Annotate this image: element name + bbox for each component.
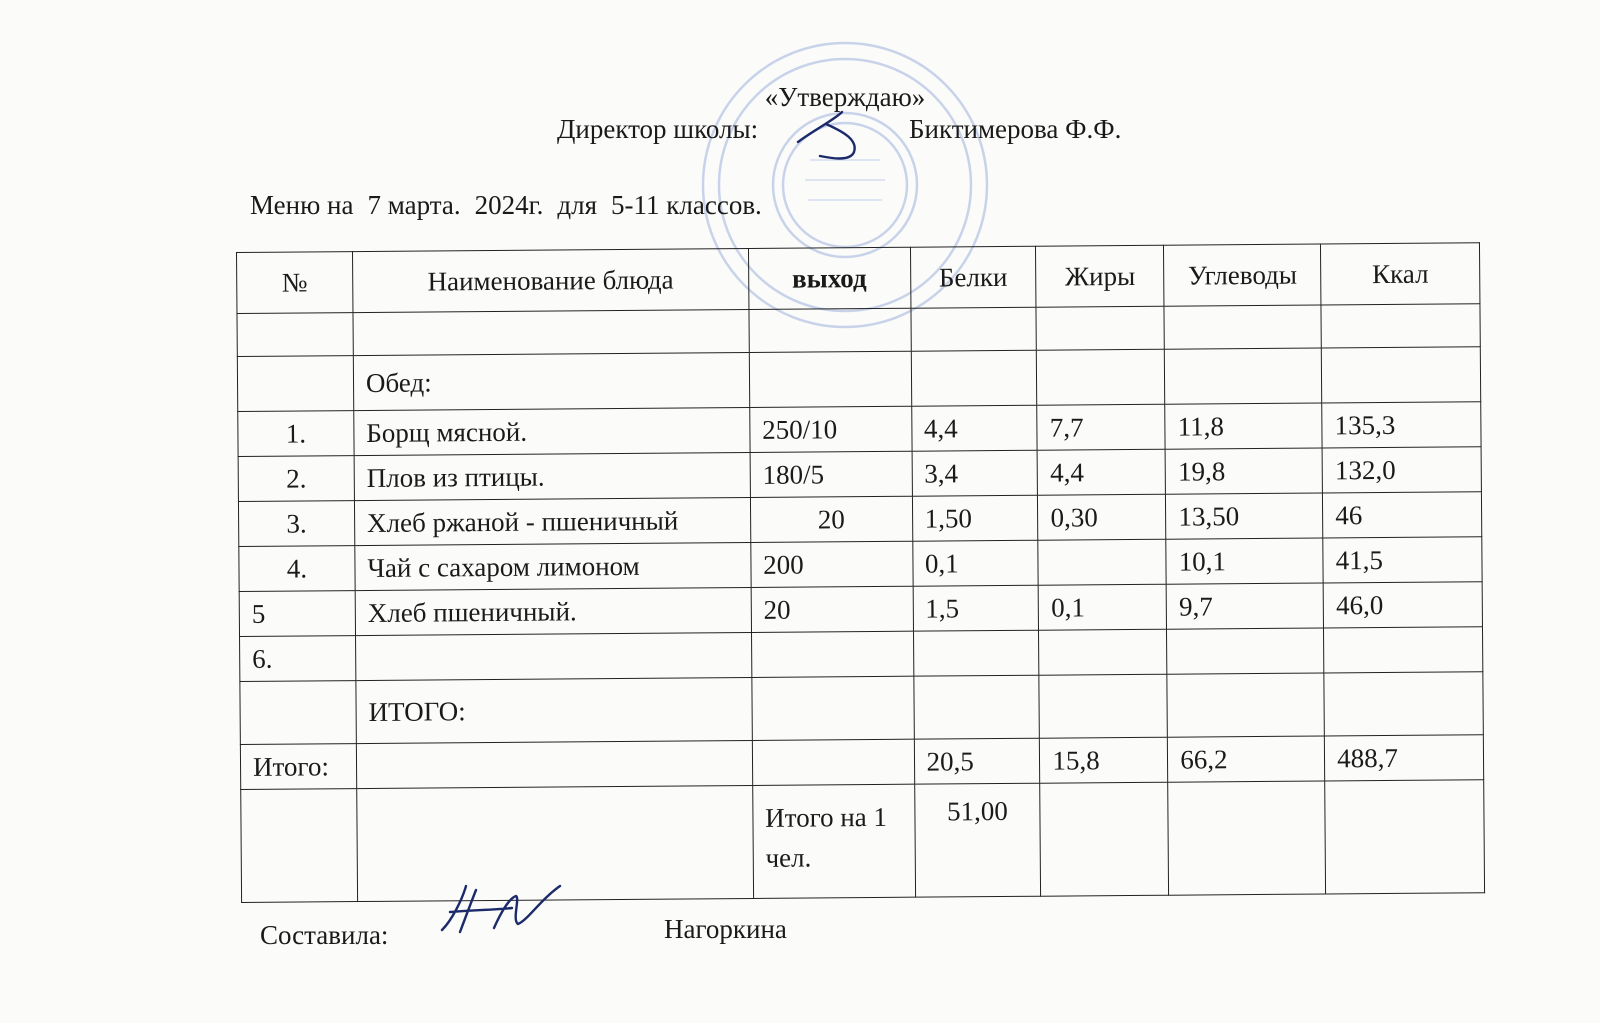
- section-label: Обед:: [353, 352, 749, 410]
- total-label: Итого:: [240, 744, 356, 790]
- row-carbs: 19,8: [1165, 448, 1322, 494]
- itogo-caps-label: ИТОГО:: [356, 677, 752, 743]
- menu-year: 2024г.: [474, 190, 544, 220]
- row-fat: [1038, 539, 1166, 585]
- row-num: 1.: [238, 411, 354, 457]
- col-header-carbs: Углеводы: [1164, 244, 1321, 306]
- row-carbs: 11,8: [1165, 403, 1322, 449]
- row-protein: 4,4: [911, 405, 1037, 451]
- per-person-row: [241, 780, 1485, 903]
- director-label: Директор школы:: [557, 114, 759, 144]
- row-output: 20: [751, 586, 913, 632]
- row-dish: Борщ мясной.: [354, 407, 750, 455]
- row-num: 6.: [240, 636, 356, 682]
- row-fat: 4,4: [1037, 449, 1165, 495]
- col-header-fat: Жиры: [1036, 245, 1164, 307]
- row-num: 3.: [238, 501, 354, 547]
- compiled-name: Нагоркина: [664, 914, 787, 944]
- row-protein: 0,1: [912, 540, 1038, 586]
- row-output: 20: [750, 496, 912, 542]
- row-protein: [913, 630, 1039, 676]
- section-row: [237, 347, 1480, 412]
- row-kcal: 46,0: [1323, 582, 1482, 628]
- row-output: 200: [751, 541, 913, 587]
- row-kcal: 135,3: [1322, 402, 1481, 448]
- row-output: 250/10: [749, 406, 911, 452]
- per-person-value: 51,00: [914, 783, 1041, 897]
- row-num: 2.: [238, 456, 354, 502]
- menu-table: [236, 242, 1485, 903]
- menu-heading: [250, 190, 776, 221]
- row-protein: 3,4: [912, 450, 1038, 496]
- row-output: 180/5: [750, 451, 912, 497]
- col-header-output: выход: [748, 247, 910, 309]
- col-header-kcal: Ккал: [1321, 243, 1480, 305]
- total-fat: 15,8: [1040, 737, 1168, 783]
- approval-title: «Утверждаю»: [764, 82, 926, 112]
- col-header-dish: Наименование блюда: [352, 248, 748, 312]
- row-dish: [355, 632, 751, 680]
- table-header-row: [237, 243, 1480, 314]
- director-line: [557, 114, 1122, 145]
- director-name: Биктимерова Ф.Ф.: [909, 114, 1122, 144]
- itogo-row: [240, 672, 1483, 745]
- row-kcal: 132,0: [1322, 447, 1481, 493]
- per-person-label: Итого на 1 чел.: [752, 784, 915, 898]
- row-carbs: 9,7: [1166, 583, 1323, 629]
- row-dish: Хлеб пшеничный.: [355, 587, 751, 635]
- row-output: [751, 631, 913, 677]
- director-signature: [790, 104, 870, 166]
- row-protein: 1,5: [913, 585, 1039, 631]
- menu-classes: 5-11 классов.: [611, 190, 762, 220]
- row-fat: 0,30: [1038, 494, 1166, 540]
- row-protein: 1,50: [912, 495, 1038, 541]
- row-kcal: [1324, 627, 1483, 673]
- row-fat: 0,1: [1039, 584, 1167, 630]
- row-num: 4.: [239, 546, 355, 592]
- row-fat: [1039, 629, 1167, 675]
- row-carbs: 13,50: [1166, 493, 1323, 539]
- compiled-label: Составила:: [260, 920, 389, 950]
- row-carbs: 10,1: [1166, 538, 1323, 584]
- total-carbs: 66,2: [1168, 736, 1325, 782]
- row-dish: Чай с сахаром лимоном: [355, 542, 751, 590]
- row-kcal: 41,5: [1323, 537, 1482, 583]
- total-kcal: 488,7: [1325, 735, 1484, 781]
- menu-for: для: [557, 190, 598, 220]
- row-carbs: [1167, 628, 1324, 674]
- row-kcal: 46: [1323, 492, 1482, 538]
- total-protein: 20,5: [914, 738, 1040, 784]
- col-header-num: №: [237, 252, 353, 314]
- row-num: 5: [239, 591, 355, 637]
- compiled-line: [260, 914, 787, 951]
- row-fat: 7,7: [1037, 404, 1165, 450]
- row-dish: Плов из птицы.: [354, 452, 750, 500]
- menu-date: 7 марта.: [367, 190, 461, 220]
- menu-prefix: Меню на: [250, 190, 354, 220]
- col-header-protein: Белки: [910, 246, 1036, 308]
- row-dish: Хлеб ржаной - пшеничный: [354, 497, 750, 545]
